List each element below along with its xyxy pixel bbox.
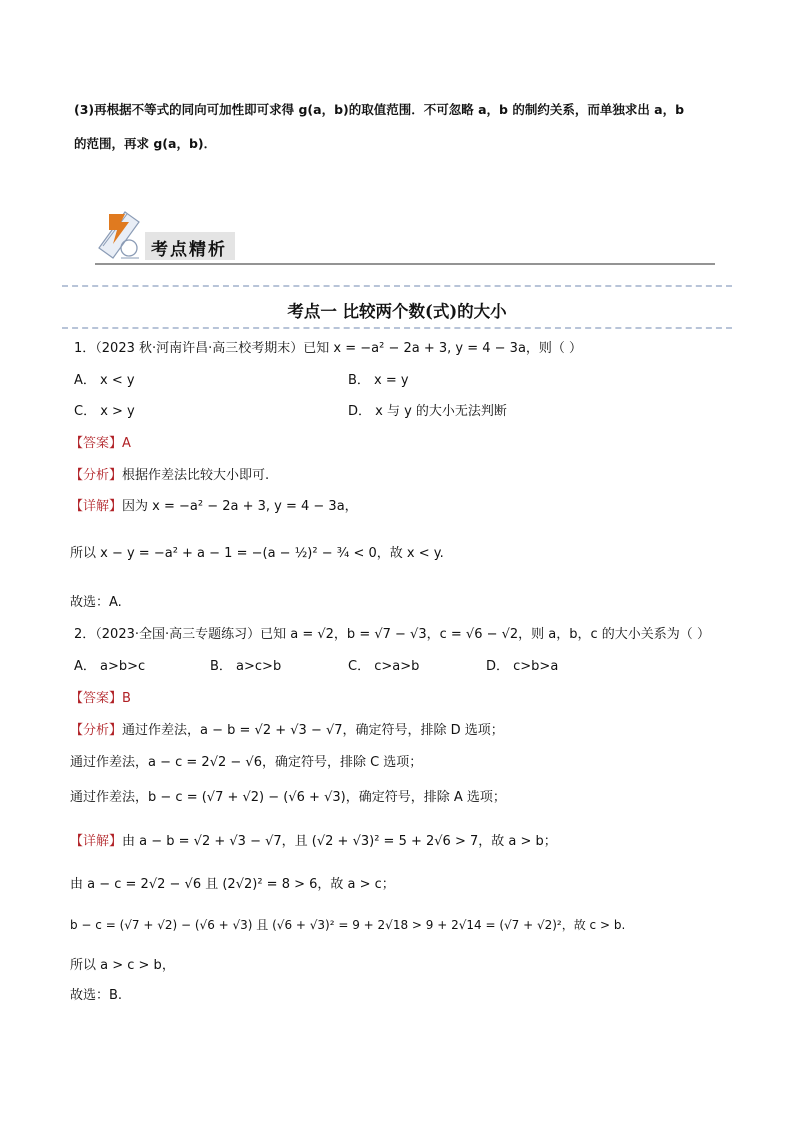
q1-detail-row [70,498,358,516]
q2-stem: 2．（2023·全国·高三专题练习）已知 a = √2，b = √7 − √3，c = √6 − √2，则 a，b，c 的大小关系为（ ） [74,627,710,642]
intro-line-2: 的范围，再求 g(a，b)． [74,136,217,151]
divider-bottom [62,327,732,329]
q2-option-b: B． a>c>b [210,659,282,674]
q1-answer: A [122,436,131,451]
q2-analysis-2: 通过作差法，a − c = 2√2 − √6，确定符号，排除 C 选项； [70,755,423,770]
q2-detail-2: 由 a − c = 2√2 − √6 且 (2√2)² = 8 > 6，故 a > c； [70,877,395,892]
q1-option-a: A． x < y [74,373,135,388]
q2-analysis-1: 通过作差法，a − b = √2 + √3 − √7，确定符号，排除 D 选项； [122,723,504,738]
q1-analysis: 根据作差法比较大小即可. [122,468,270,483]
q1-answer-row [70,435,131,453]
q2-answer-row [70,690,131,708]
detail-tag: 【详解】 [70,834,123,849]
analysis-tag: 【分析】 [70,468,123,483]
q1-option-c: C． x > y [74,404,135,419]
q1-choose: 故选：A. [70,595,122,610]
q2-analysis-3: 通过作差法，b − c = (√7 + √2) − (√6 + √3)，确定符号，排除 A 选项； [70,790,506,805]
q2-detail-1: 由 a − b = √2 + √3 − √7，且 (√2 + √3)² = 5 + 2√6 > 7，故 a > b； [122,834,557,849]
q2-answer: B [122,691,131,706]
section-banner [95,208,719,266]
q2-detail-row-1 [70,833,557,851]
q1-option-b: B． x = y [348,373,409,388]
divider-top [62,285,732,287]
answer-tag: 【答案】 [70,436,123,451]
q1-derivation: 所以 x − y = −a² + a − 1 = −(a − ½)² − ¾ < 0，故 x < y. [70,546,444,561]
answer-tag: 【答案】 [70,691,123,706]
q2-option-d: D． c>b>a [486,659,559,674]
analysis-tag: 【分析】 [70,723,123,738]
q1-detail: 因为 x = −a² − 2a + 3, y = 4 − 3a， [122,499,358,514]
page-title: 考点一 比较两个数(式)的大小 [287,302,507,321]
q2-option-c: C． c>a>b [348,659,420,674]
q2-choose: 故选：B. [70,988,123,1003]
q1-stem: 1．（2023 秋·河南许昌·高三校考期末）已知 x = −a² − 2a + 3, y = 4 − 3a，则（ ） [74,341,583,356]
detail-tag: 【详解】 [70,499,123,514]
q1-option-d: D． x 与 y 的大小无法判断 [348,404,507,419]
intro-line-1: (3)再根据不等式的同向可加性即可求得 g(a，b)的取值范围．不可忽略 a，b 的制约关系，而单独求出 a，b [74,102,685,117]
q2-option-a: A． a>b>c [74,659,146,674]
q2-analysis-row-1 [70,722,504,740]
q1-analysis-row [70,467,269,485]
q2-conclusion: 所以 a > c > b， [70,958,175,973]
q2-detail-3: b − c = (√7 + √2) − (√6 + √3) 且 (√6 + √3)² = 9 + 2√18 > 9 + 2√14 = (√7 + √2)²，故 c > b. [70,918,626,932]
section-banner-label: 考点精析 [151,240,227,260]
